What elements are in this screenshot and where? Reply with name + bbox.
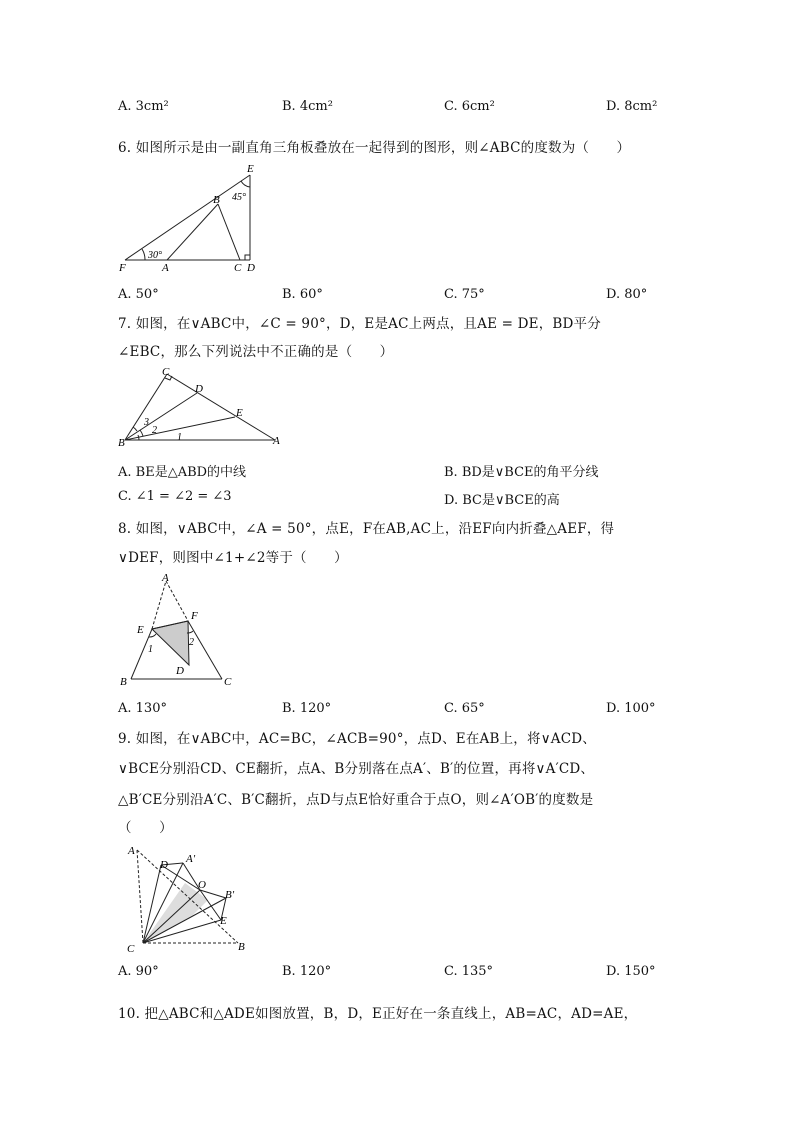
q7-stem-line1: 7. 如图，在∨ABC中，∠C = 90°，D，E是AC上两点，且AE = DE，BD平分 — [118, 316, 601, 332]
q5-option-b: B. 4cm² — [282, 99, 333, 114]
q5-option-a: A. 3cm² — [118, 99, 169, 114]
q6-label-c: C — [234, 262, 242, 274]
q8-option-a: A. 130° — [118, 701, 167, 716]
q7-option-c: C. ∠1 = ∠2 = ∠3 — [118, 489, 232, 504]
q7-label-d: D — [195, 383, 203, 395]
q9-stem-line3: △B′CE分别沿A′C、B′C翻折，点D与点E恰好重合于点O，则∠A′OB′的度数是 — [118, 792, 594, 808]
q7-label-e: E — [236, 407, 243, 419]
q7-option-a: A. BE是△ABD的中线 — [118, 465, 247, 480]
q6-angle-30: 30° — [148, 250, 162, 261]
q9-stem-line1: 9. 如图，在∨ABC中，AC=BC，∠ACB=90°，点D、E在AB上，将∨ACD、 — [118, 731, 596, 747]
q8-label-a: A — [162, 572, 169, 584]
q6-option-b: B. 60° — [282, 287, 323, 302]
q9-label-a: A — [128, 845, 135, 857]
q6-angle-45: 45° — [232, 192, 246, 203]
q6-label-d: D — [247, 262, 255, 274]
q9-option-a: A. 90° — [118, 964, 159, 979]
q7-label-b: B — [118, 437, 125, 449]
q9-option-d: D. 150° — [606, 964, 656, 979]
q8-figure — [115, 571, 245, 691]
q6-option-a: A. 50° — [118, 287, 159, 302]
q9-label-o: O — [198, 879, 206, 891]
q8-angle-2: 2 — [189, 637, 194, 648]
q9-label-b-prime: B′ — [225, 889, 235, 901]
q8-label-d: D — [176, 665, 184, 677]
q8-stem-line1: 8. 如图，∨ABC中，∠A = 50°，点E，F在AB,AC上，沿EF向内折叠△AEF，得 — [118, 521, 615, 537]
q9-label-b: B — [238, 941, 245, 953]
q9-label-a-prime: A′ — [186, 853, 196, 865]
q5-option-d: D. 8cm² — [606, 99, 658, 114]
q9-label-d: D — [160, 859, 168, 871]
q9-stem-line2: ∨BCE分别沿CD、CE翻折，点A、B分别落在点A′、B′的位置，再将∨A′CD、 — [118, 761, 595, 777]
q8-label-f: F — [191, 610, 198, 622]
q7-option-b: B. BD是∨BCE的角平分线 — [444, 465, 599, 480]
q8-option-c: C. 65° — [444, 701, 485, 716]
q9-figure — [118, 840, 258, 958]
q7-stem-line2: ∠EBC，那么下列说法中不正确的是（ ） — [118, 344, 394, 360]
q7-figure — [115, 364, 290, 449]
q7-label-c: C — [162, 366, 170, 378]
q9-label-e: E — [220, 915, 227, 927]
q7-angle-2: 2 — [152, 425, 157, 436]
q6-stem: 6. 如图所示是由一副直角三角板叠放在一起得到的图形，则∠ABC的度数为（ ） — [118, 140, 631, 156]
q6-figure — [115, 160, 265, 278]
q8-angle-1: 1 — [148, 644, 153, 655]
q6-label-a: A — [162, 262, 169, 274]
q10-stem: 10. 把△ABC和△ADE如图放置，B，D，E正好在一条直线上，AB=AC，AD=AE， — [118, 1006, 638, 1022]
q8-stem-line2: ∨DEF，则图中∠1+∠2等于（ ） — [118, 550, 348, 566]
q7-label-a: A — [273, 435, 280, 447]
q8-label-e: E — [137, 624, 144, 636]
q7-option-d: D. BC是∨BCE的高 — [444, 493, 560, 508]
q8-option-b: B. 120° — [282, 701, 332, 716]
q6-option-c: C. 75° — [444, 287, 485, 302]
q9-label-c: C — [127, 943, 135, 955]
q8-option-d: D. 100° — [606, 701, 656, 716]
q6-label-f: F — [119, 262, 126, 274]
q7-angle-3: 3 — [144, 417, 149, 428]
q6-label-b: B — [213, 194, 220, 206]
q7-angle-1: 1 — [177, 432, 182, 443]
q5-option-c: C. 6cm² — [444, 99, 495, 114]
q6-option-d: D. 80° — [606, 287, 648, 302]
q8-label-b: B — [120, 676, 127, 688]
q6-label-e: E — [247, 163, 254, 175]
q9-stem-line4: （ ） — [118, 820, 173, 836]
q9-option-b: B. 120° — [282, 964, 332, 979]
q8-label-c: C — [224, 676, 232, 688]
q9-option-c: C. 135° — [444, 964, 494, 979]
